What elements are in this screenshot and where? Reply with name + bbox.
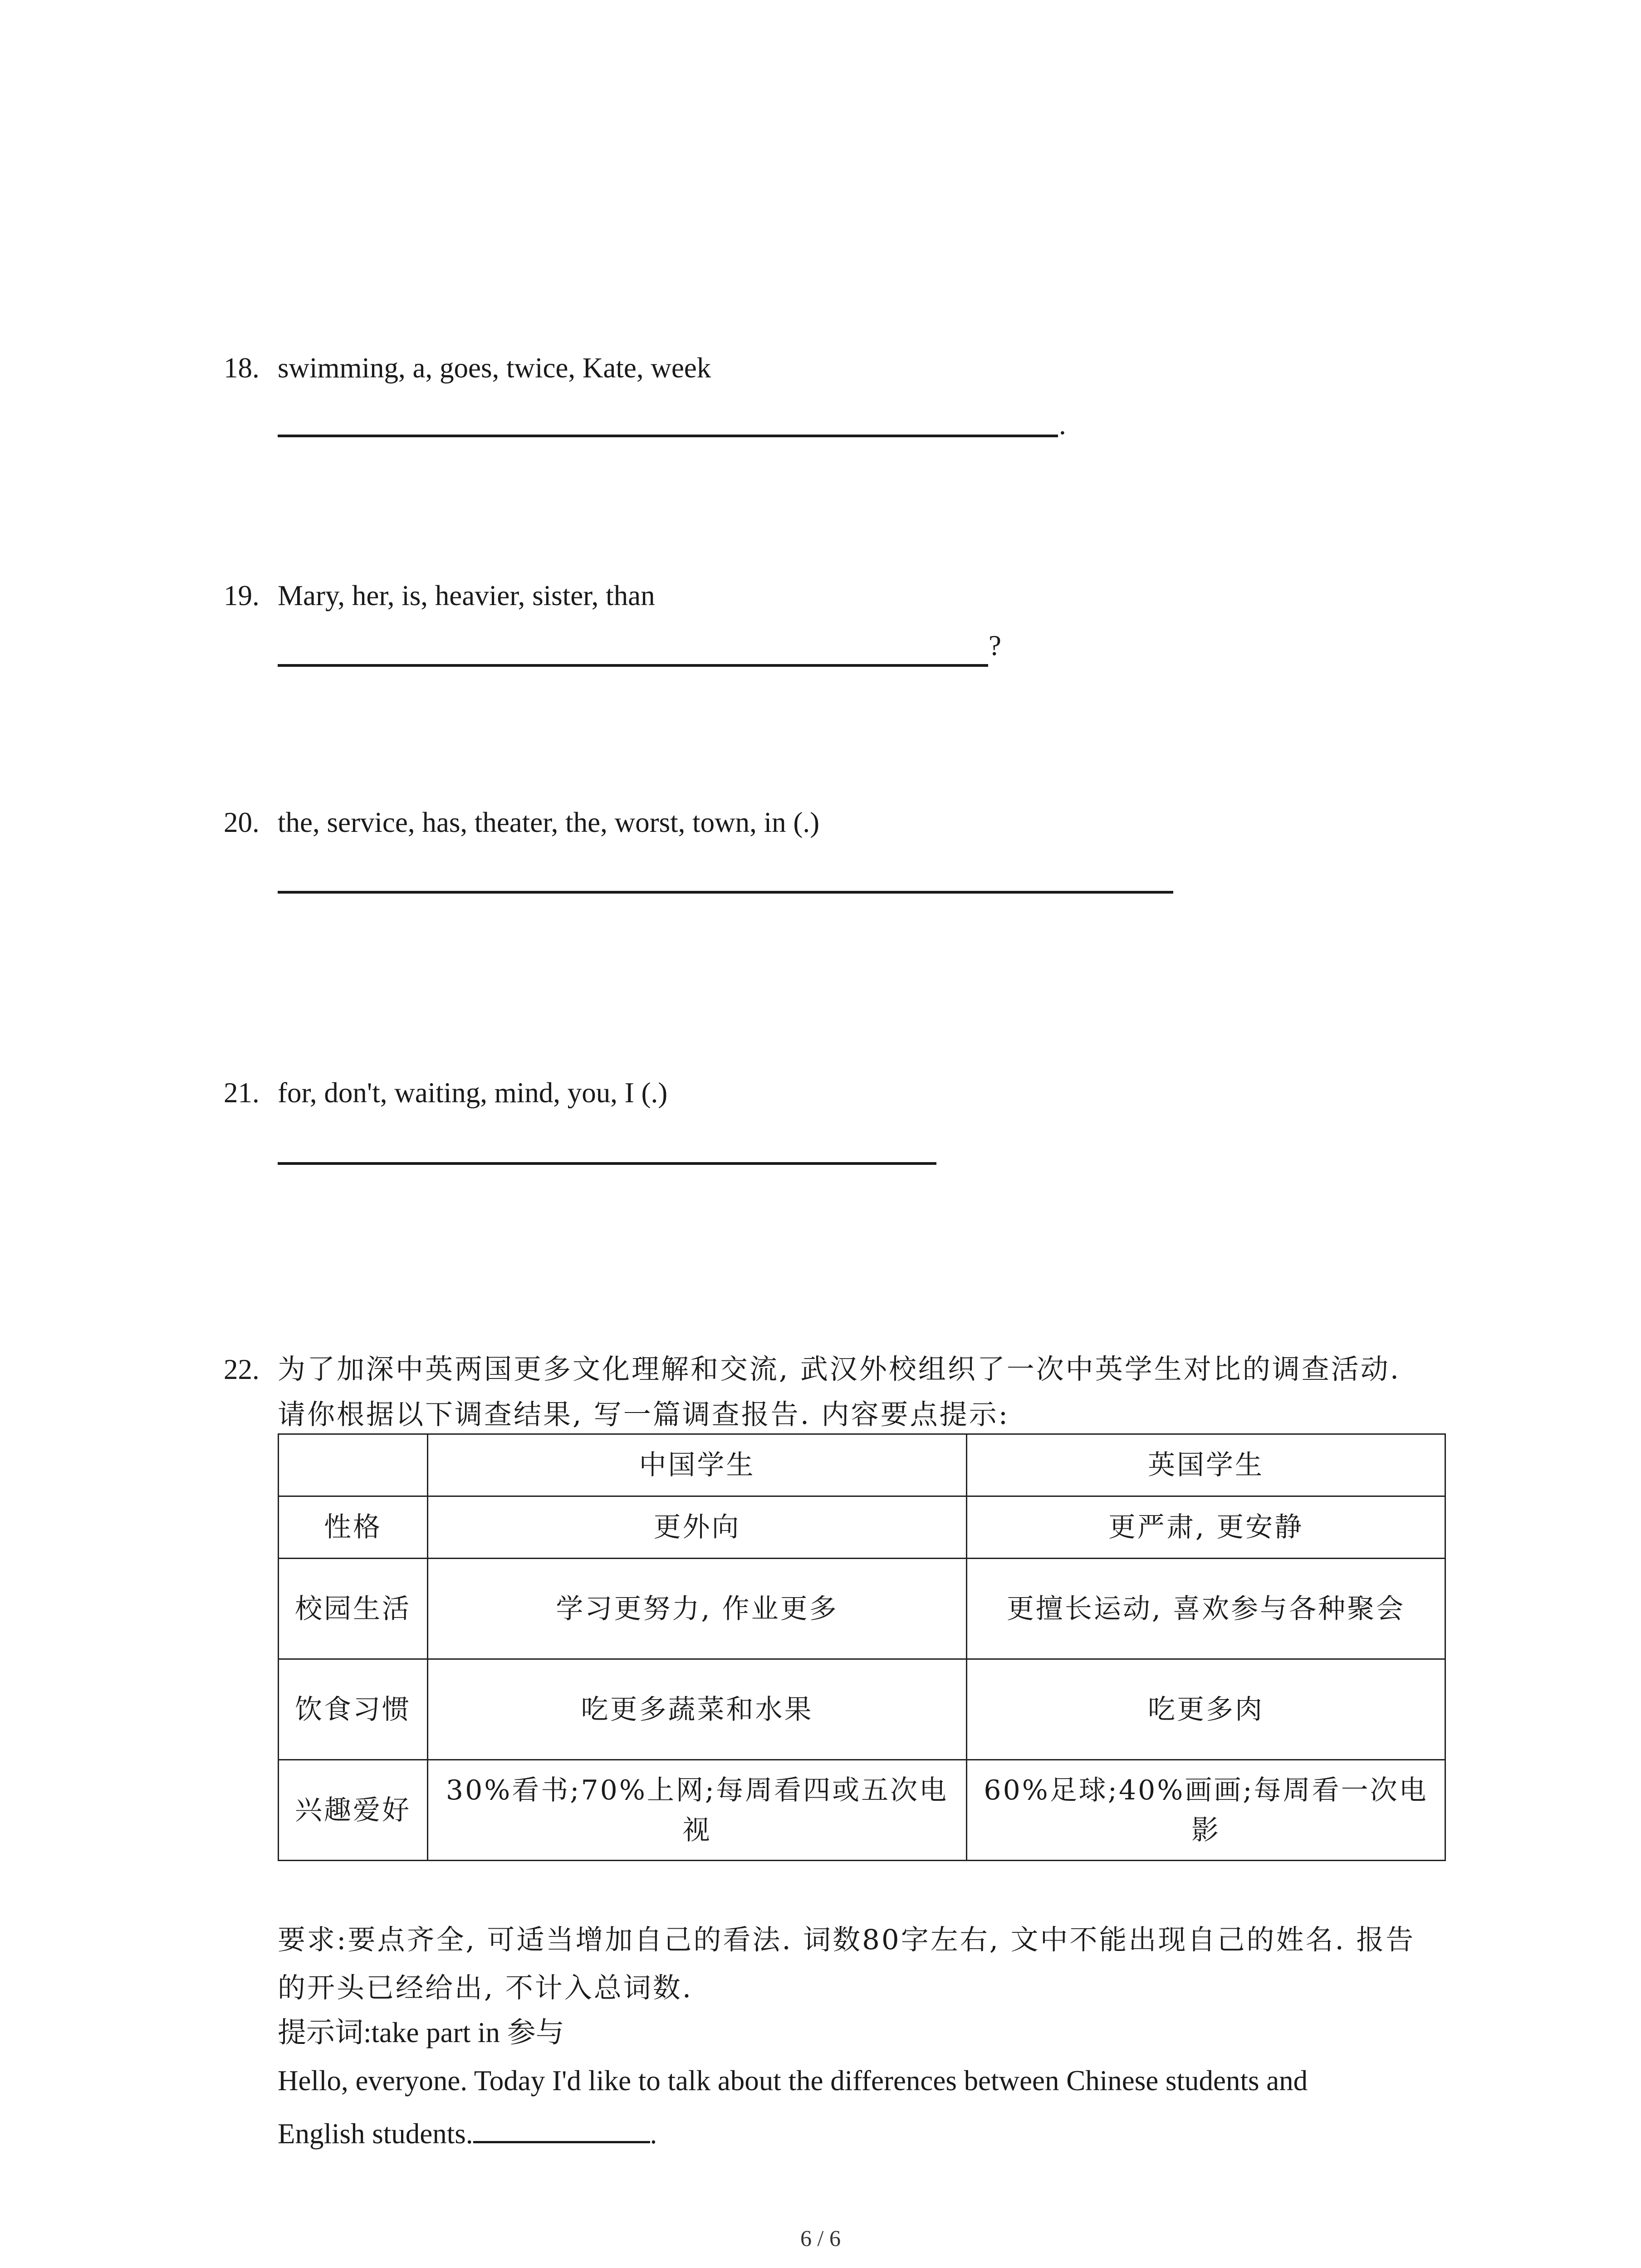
- table-cell: 更外向: [428, 1496, 967, 1559]
- survey-table: [278, 1433, 1446, 1861]
- question-number: 19.: [224, 580, 260, 611]
- question-number: 18.: [224, 352, 260, 384]
- table-row: [279, 1496, 1445, 1559]
- table-cell-category: 兴趣爱好: [279, 1760, 428, 1861]
- question-intro-line: 为了加深中英两国更多文化理解和交流, 武汉外校组织了一次中英学生对比的调查活动.: [278, 1353, 1401, 1385]
- question-intro-line: 请你根据以下调查结果, 写一篇调查报告. 内容要点提示:: [278, 1398, 1010, 1431]
- table-cell: 60%足球;40%画画;每周看一次电影: [967, 1760, 1445, 1861]
- table-header-cell: [279, 1434, 428, 1496]
- answer-line-18[interactable]: [278, 435, 1058, 437]
- table-cell-category: 饮食习惯: [279, 1659, 428, 1760]
- answer-line-21[interactable]: [278, 1162, 936, 1165]
- table-cell: 吃更多肉: [967, 1659, 1445, 1760]
- hint-text: 提示词:take part in 参与: [278, 2017, 564, 2048]
- table-cell: 吃更多蔬菜和水果: [428, 1659, 967, 1760]
- table-header-cell: 英国学生: [967, 1434, 1445, 1496]
- requirement-text: 的开头已经给出, 不计入总词数.: [278, 1972, 693, 2004]
- question-prompt: for, don't, waiting, mind, you, I (.): [278, 1077, 668, 1109]
- question-number: 22.: [224, 1354, 260, 1385]
- table-row: [279, 1760, 1445, 1861]
- table-row: [279, 1659, 1445, 1760]
- question-prompt: swimming, a, goes, twice, Kate, week: [278, 352, 711, 384]
- table-cell-category: 校园生活: [279, 1559, 428, 1659]
- essay-answer-blank[interactable]: [473, 2115, 650, 2143]
- table-cell: 更擅长运动, 喜欢参与各种聚会: [967, 1559, 1445, 1659]
- answer-end-punct-18: .: [1059, 409, 1066, 440]
- answer-line-19[interactable]: [278, 664, 988, 667]
- table-cell: 更严肃, 更安静: [967, 1496, 1445, 1559]
- table-cell-category: 性格: [279, 1496, 428, 1559]
- answer-line-20[interactable]: [278, 891, 1173, 894]
- table-header-row: [279, 1434, 1445, 1496]
- opening-text: Hello, everyone. Today I'd like to talk about the differences between Chinese students and: [278, 2065, 1308, 2097]
- question-number: 20.: [224, 807, 260, 838]
- question-prompt: Mary, her, is, heavier, sister, than: [278, 580, 655, 611]
- table-cell: 30%看书;70%上网;每周看四或五次电视: [428, 1760, 967, 1861]
- question-number: 21.: [224, 1077, 260, 1109]
- table-header-cell: 中国学生: [428, 1434, 967, 1496]
- opening-end-punct: .: [650, 2118, 657, 2150]
- page-number: 6 / 6: [800, 2225, 841, 2251]
- question-prompt: the, service, has, theater, the, worst, town, in (.): [278, 807, 820, 838]
- opening-text: English students.: [278, 2118, 473, 2150]
- requirement-text: 要求:要点齐全, 可适当增加自己的看法. 词数80字左右, 文中不能出现自己的姓名. 报告: [278, 1924, 1416, 1956]
- table-row: [279, 1559, 1445, 1659]
- answer-end-punct-19: ?: [989, 630, 1001, 661]
- table-cell: 学习更努力, 作业更多: [428, 1559, 967, 1659]
